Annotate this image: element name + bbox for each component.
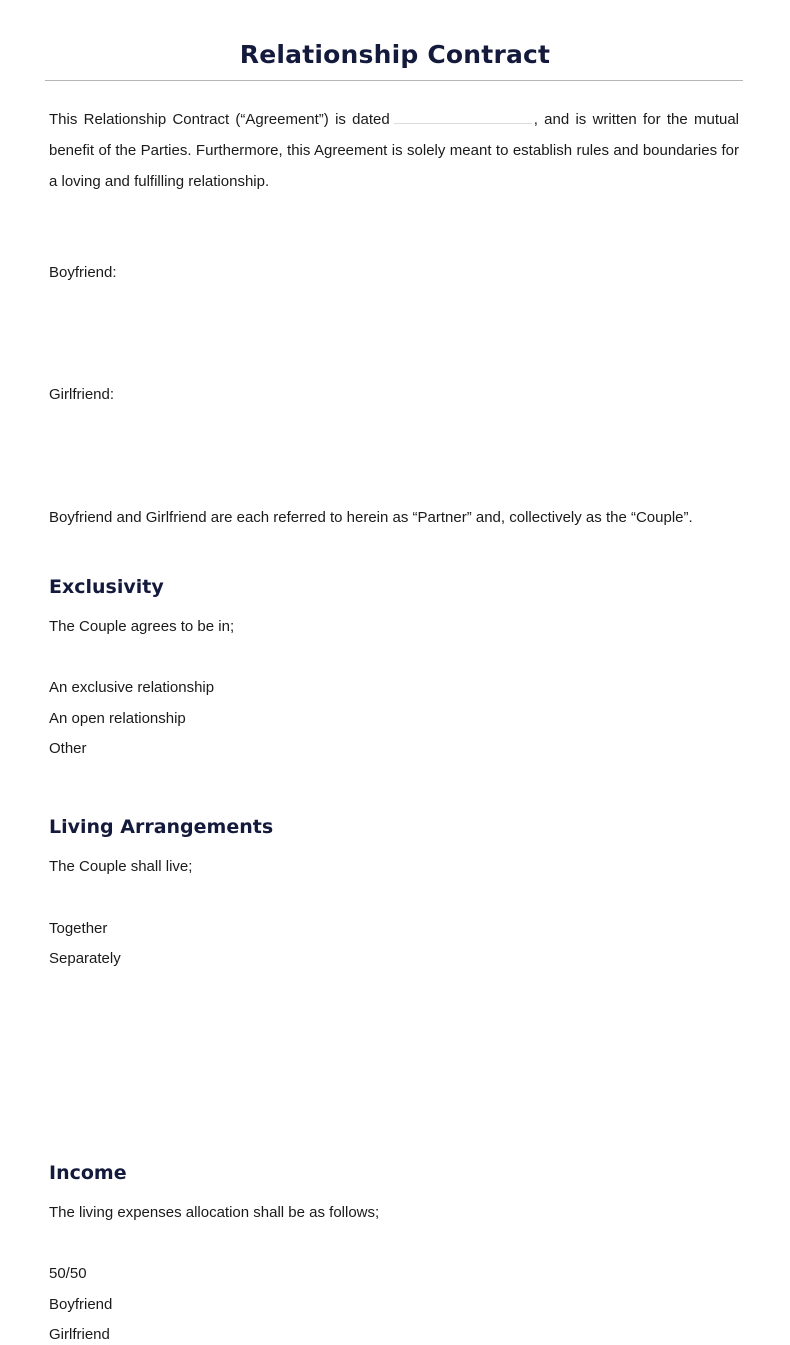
income-option: Girlfriend: [49, 1326, 110, 1343]
exclusivity-option: Other: [49, 740, 87, 757]
exclusivity-option: An exclusive relationship: [49, 679, 215, 696]
document-title: Relationship Contract: [239, 40, 551, 69]
income-option: 50/50: [49, 1265, 87, 1282]
date-blank-field[interactable]: [394, 109, 532, 124]
exclusivity-heading: Exclusivity: [49, 576, 164, 598]
couple-definition: Boyfriend and Girlfriend are each referred to herein as “Partner” and, collectively as the “Couple”.: [49, 509, 693, 526]
intro-text-before-blank: This Relationship Contract (“Agreement”) is dated: [49, 111, 390, 128]
living-arrangements-heading: Living Arrangements: [49, 816, 274, 838]
intro-paragraph: [49, 104, 739, 197]
exclusivity-lead: The Couple agrees to be in;: [49, 618, 235, 635]
living-option: Together: [49, 920, 108, 937]
title-divider: [45, 80, 743, 81]
intro-text-after-blank: , and is written for the mutual benefit of the Parties. Furthermore, this Agreement is solely meant to establish rules and boundaries for a loving and fulfilling relationship.: [49, 111, 739, 190]
income-option: Boyfriend: [49, 1296, 113, 1313]
income-heading: Income: [49, 1162, 127, 1184]
income-lead: The living expenses allocation shall be as follows;: [49, 1204, 380, 1221]
exclusivity-option: An open relationship: [49, 710, 186, 727]
living-option: Separately: [49, 950, 121, 967]
girlfriend-label: Girlfriend:: [49, 386, 115, 403]
boyfriend-label: Boyfriend:: [49, 264, 117, 281]
living-lead: The Couple shall live;: [49, 858, 193, 875]
